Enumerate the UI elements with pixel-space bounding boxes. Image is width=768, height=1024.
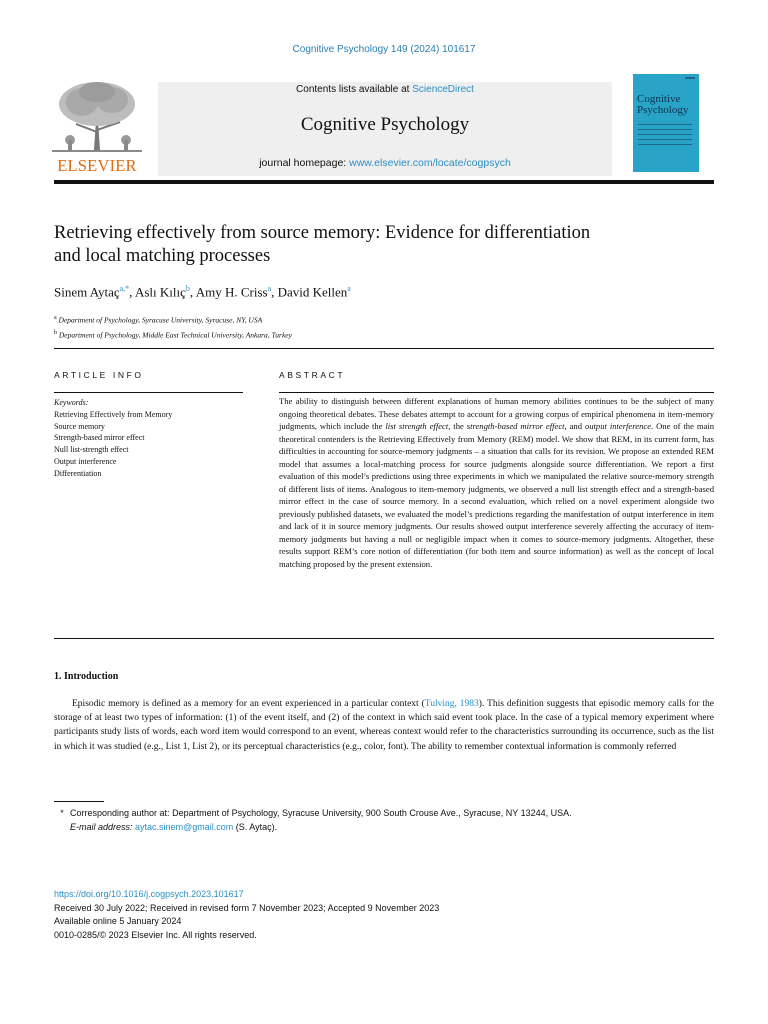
abstract-text: The ability to distinguish between different explanations of human memory abilities continues to be the subject of many ongoing theoretical debates. These debates attempt to account for a growing corpus of empirical phenomena in item-memory judgments, which include the list strength effect, the strength-based mirror effect, and output interference. One of the main theoretical contenders is the Retrieving Effectively from Memory (REM) model. We show that REM, in its current form, has difficulties in accounting for source-memory judgments – a situation that calls for its revision. We propose an extended REM model that assumes a local-matching process for source judgments alongside source differentiation. We report a first evaluation of this model’s predictions using three experiments in which we manipulated the relative source-memory strength of different lists of items. Analogous to item-memory judgments, we observed a null list strength effect and a strength-based mirror effect in the case of source memory. In a second evaluation, which relied on a novel experiment alongside two previously published datasets, we evaluated the model’s predictions regarding the manifestation of output interference in item and lack of it in source memory judgments. Our results showed output interference severely affecting the accuracy of item-memory judgments but having a null or negligible impact when it comes to source-memory judgments. Altogether, these results support REM’s core notion of differentiation (for both item and source information) as well as the concept of local matching proposed by the present extension. — [279, 396, 715, 569]
copyright: 0010-0285/© 2023 Elsevier Inc. All rights reserved. — [54, 929, 257, 940]
email-label: E-mail address: — [70, 822, 133, 832]
author-marks[interactable]: a — [267, 284, 272, 293]
cover-title-line1: Cognitive — [637, 93, 681, 105]
citation-link[interactable]: Tulving, 1983 — [424, 699, 479, 709]
contents-line — [158, 82, 612, 95]
article-info-rule — [54, 392, 243, 393]
author-list: Sinem Aytaç$^{a,*}$, Aslı Kılıç$^b$, Amy H. Criss$^a$, David Kellen$^a$ — [54, 284, 351, 300]
author-marks[interactable]: b — [185, 284, 190, 293]
article-title: Retrieving effectively from source memory: Evidence for differentiation and local matching processes — [54, 223, 591, 266]
footnote-rule — [54, 801, 104, 802]
keyword: Output interference — [54, 456, 117, 466]
available-online: Available online 5 January 2024 — [54, 916, 182, 926]
publisher-wordmark: ELSEVIER — [57, 156, 137, 175]
affiliation-mark: a — [54, 315, 57, 321]
author-marks[interactable]: a,* — [119, 284, 130, 293]
author-name[interactable]: Sinem Aytaç — [54, 284, 120, 300]
keyword: Differentiation — [54, 468, 102, 478]
abstract-emphasis: list strength effect — [385, 421, 449, 431]
keyword: Source memory — [54, 421, 105, 431]
journal-reference[interactable]: Cognitive Psychology 149 (2024) 101617 — [292, 44, 476, 55]
abstract-emphasis: strength-based mirror effect — [466, 421, 565, 431]
keyword: Null list-strength effect — [54, 445, 129, 455]
cover-title-line2: Psychology — [637, 104, 689, 116]
affiliation-mark: b — [54, 329, 57, 336]
homepage-line — [158, 157, 612, 169]
article-info-label: ARTICLE INFO — [54, 370, 144, 380]
email-link[interactable]: aytac.sinem@gmail.com — [135, 822, 234, 832]
cover-mark — [685, 77, 695, 79]
doi-link[interactable]: https://doi.org/10.1016/j.cogpsych.2023.101617 — [54, 889, 244, 899]
elsevier-logo — [52, 80, 142, 176]
journal-cover[interactable] — [633, 74, 699, 172]
journal-banner — [158, 82, 612, 176]
abstract-rule — [279, 392, 714, 393]
affiliation-text: Department of Psychology, Syracuse University, Syracuse, NY, USA — [58, 315, 263, 325]
keywords-heading: Keywords: — [54, 398, 89, 407]
affiliations — [54, 312, 292, 341]
journal-title: Cognitive Psychology — [300, 114, 470, 135]
affiliation — [54, 312, 292, 327]
cover-decoration — [638, 124, 692, 149]
homepage-prefix: journal homepage: — [259, 157, 347, 169]
section-rule — [54, 348, 714, 349]
homepage-link[interactable]: www.elsevier.com/locate/cogpsych — [349, 157, 511, 169]
cover-title — [637, 94, 688, 116]
author-name[interactable]: Aslı Kılıç — [134, 284, 186, 300]
affiliation-text: Department of Psychology, Middle East Technical University, Ankara, Turkey — [58, 330, 292, 339]
abstract-label: ABSTRACT — [279, 370, 346, 380]
footnote — [54, 806, 572, 834]
keyword: Retrieving Effectively from Memory — [54, 409, 173, 419]
section-rule — [54, 638, 714, 639]
abstract-emphasis: output interference — [584, 421, 652, 431]
footnote-star: * — [60, 808, 64, 818]
introduction-heading: 1. Introduction — [54, 671, 119, 682]
affiliation — [54, 327, 292, 342]
corresponding-author-note: * Corresponding author at: Department of Psychology, Syracuse University, 900 South Crouse Ave., Syracuse, NY 13244, USA. — [54, 806, 572, 820]
contents-prefix: Contents lists available at — [296, 84, 410, 95]
introduction-paragraph: Episodic memory is defined as a memory for an event experienced in a particular context (Tulving, 1983). This definition suggests that episodic memory calls for the storage of at least two types of information: (1) of the event itself, and (2) of the context in which said event took place. In the case of a typical memory experiment where participants study lists of words, each word item would correspond to an event, whereas context would refer to the characteristics surrounding its occurrence, such as the list in which it was studied (e.g., List 1, List 2), or its perceptual characteristics (e.g., color, font). The ability to remember contextual information is commonly referred — [54, 699, 714, 752]
author-marks[interactable]: a — [347, 284, 351, 293]
keyword: Strength-based mirror effect — [54, 433, 145, 443]
header-rule — [54, 180, 714, 184]
tree-icon — [52, 80, 142, 156]
email-line: E-mail address: aytac.sinem@gmail.com (S. Aytaç). — [70, 822, 278, 832]
author-name[interactable]: Amy H. Criss — [195, 284, 268, 300]
author-name[interactable]: David Kellen — [277, 284, 348, 300]
received-dates: Received 30 July 2022; Received in revised form 7 November 2023; Accepted 9 November 2023 — [54, 902, 440, 913]
publication-info — [54, 888, 439, 942]
keywords — [54, 397, 254, 480]
sciencedirect-link[interactable]: ScienceDirect — [412, 84, 474, 95]
